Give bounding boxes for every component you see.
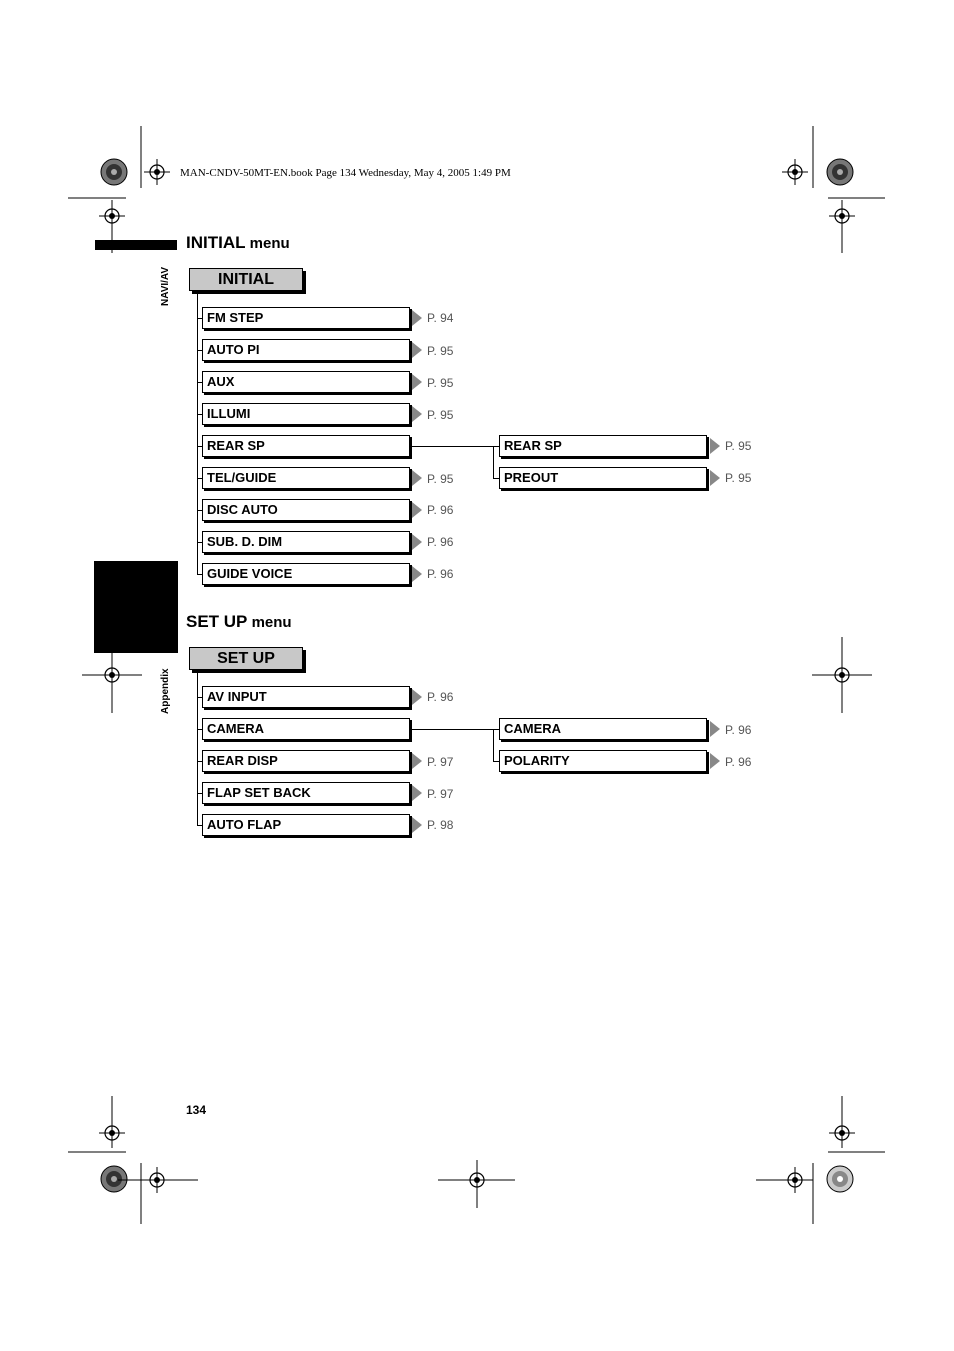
page-ref: P. 94 bbox=[427, 311, 454, 325]
menu-item-rear-sp: REAR SP bbox=[202, 435, 410, 457]
menu-item-rear-disp: REAR DISP bbox=[202, 750, 410, 772]
initial-menu-heading: INITIAL menu bbox=[186, 233, 290, 252]
page-ref: P. 97 bbox=[427, 755, 454, 769]
page-ref: P. 95 bbox=[725, 439, 752, 453]
page-ref: P. 96 bbox=[725, 755, 752, 769]
menu-item-fm-step: FM STEP bbox=[202, 307, 410, 329]
menu-item-sub-d-dim: SUB. D. DIM bbox=[202, 531, 410, 553]
submenu-item-polarity: POLARITY bbox=[499, 750, 707, 772]
page-ref: P. 95 bbox=[427, 472, 454, 486]
submenu-item-preout: PREOUT bbox=[499, 467, 707, 489]
menu-item-aux: AUX bbox=[202, 371, 410, 393]
page-ref: P. 96 bbox=[427, 535, 454, 549]
side-tab-appendix: Appendix bbox=[160, 668, 171, 714]
menu-item-disc-auto: DISC AUTO bbox=[202, 499, 410, 521]
page-ref: P. 95 bbox=[427, 376, 454, 390]
side-tab-navi-av: NAVI/AV bbox=[160, 266, 171, 306]
setup-menu-heading: SET UP menu bbox=[186, 612, 292, 631]
page-ref: P. 96 bbox=[427, 567, 454, 581]
initial-root-box: INITIAL bbox=[189, 268, 303, 291]
menu-item-illumi: ILLUMI bbox=[202, 403, 410, 425]
menu-item-auto-pi: AUTO PI bbox=[202, 339, 410, 361]
page-ref: P. 96 bbox=[427, 503, 454, 517]
setup-root-box: SET UP bbox=[189, 647, 303, 670]
print-header: MAN-CNDV-50MT-EN.book Page 134 Wednesday, May 4, 2005 1:49 PM bbox=[180, 167, 511, 179]
page-ref: P. 95 bbox=[725, 471, 752, 485]
menu-item-av-input: AV INPUT bbox=[202, 686, 410, 708]
page-ref: P. 96 bbox=[427, 690, 454, 704]
page-ref: P. 95 bbox=[427, 408, 454, 422]
page-ref: P. 98 bbox=[427, 818, 454, 832]
menu-item-tel-guide: TEL/GUIDE bbox=[202, 467, 410, 489]
submenu-item-camera: CAMERA bbox=[499, 718, 707, 740]
menu-item-camera: CAMERA bbox=[202, 718, 410, 740]
page-ref: P. 95 bbox=[427, 344, 454, 358]
page-ref: P. 97 bbox=[427, 787, 454, 801]
menu-item-guide-voice: GUIDE VOICE bbox=[202, 563, 410, 585]
page-number: 134 bbox=[186, 1103, 207, 1117]
submenu-item-rear-sp: REAR SP bbox=[499, 435, 707, 457]
menu-item-auto-flap: AUTO FLAP bbox=[202, 814, 410, 836]
page-ref: P. 96 bbox=[725, 723, 752, 737]
menu-item-flap-set-back: FLAP SET BACK bbox=[202, 782, 410, 804]
